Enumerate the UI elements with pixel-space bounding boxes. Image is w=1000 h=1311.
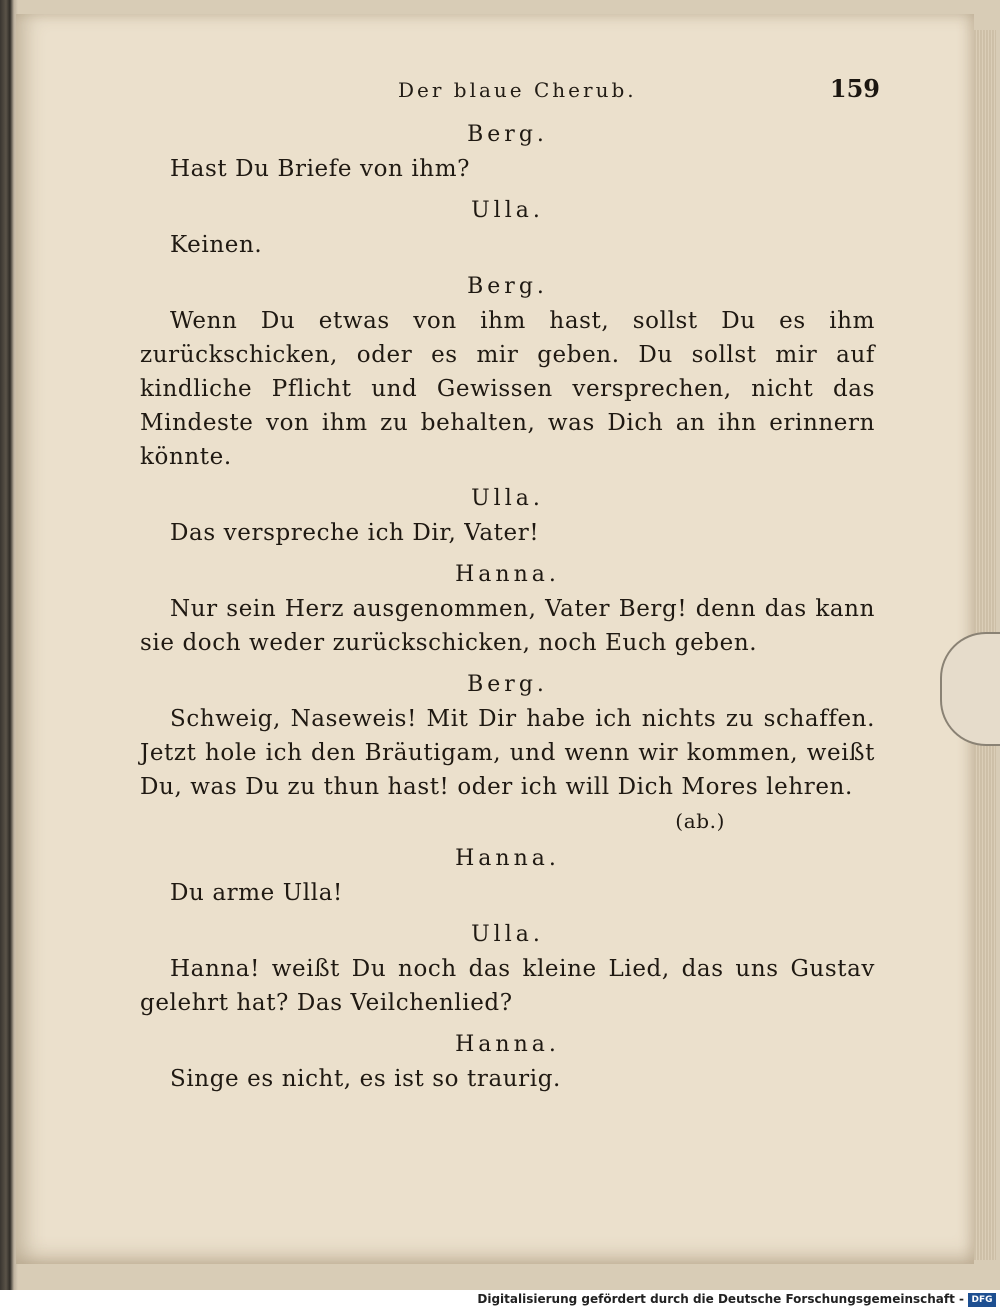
speech-text: Keinen. <box>170 232 263 258</box>
speaker-name: Hanna. <box>455 846 560 871</box>
speaker-name: Berg. <box>467 274 548 299</box>
dfg-logo: DFG <box>968 1293 996 1307</box>
speaker-name: Ulla. <box>471 486 544 511</box>
speaker-name: Hanna. <box>455 562 560 587</box>
speaker-name: Hanna. <box>455 1032 560 1057</box>
speech-text: Hanna! weißt Du noch das kleine Lied, das uns Gustav gelehrt hat? Das Veilchenlied? <box>140 956 875 1016</box>
speech-text: Singe es nicht, es ist so traurig. <box>170 1066 561 1092</box>
speaker-name: Ulla. <box>471 922 544 947</box>
funding-credit: Digitalisierung gefördert durch die Deutsche Forschungsgemeinschaft - <box>477 1292 964 1306</box>
speech-text: Schweig, Naseweis! Mit Dir habe ich nichts zu schaffen. Jetzt hole ich den Bräutigam, und wenn wir kommen, weißt Du, was Du zu thun hast! oder ich will Dich Mores lehren. <box>140 706 875 800</box>
speaker-name: Ulla. <box>471 198 544 223</box>
stage-direction: (ab.) <box>675 809 725 833</box>
speaker-name: Berg. <box>467 672 548 697</box>
speaker-name: Berg. <box>467 122 548 147</box>
speech-text: Du arme Ulla! <box>170 880 343 906</box>
page-header <box>380 74 880 114</box>
speech-text: Nur sein Herz ausgenommen, Vater Berg! denn das kann sie doch weder zurückschicken, noch Euch geben. <box>140 596 875 656</box>
speech-text: Hast Du Briefe von ihm? <box>170 156 471 182</box>
speech-text: Wenn Du etwas von ihm hast, sollst Du es ihm zurückschicken, oder es mir geben. Du sollst mir auf kindliche Pflicht und Gewissen versprechen, nicht das Mindeste von ihm zu behalten, was Dich an ihn erinnern könnte. <box>140 308 875 470</box>
running-title: Der blaue Cherub. <box>398 78 637 102</box>
page-number: 159 <box>829 74 880 103</box>
speech-text: Das verspreche ich Dir, Vater! <box>170 520 540 546</box>
footer-bar <box>0 1290 1000 1311</box>
page-text <box>140 118 875 1104</box>
